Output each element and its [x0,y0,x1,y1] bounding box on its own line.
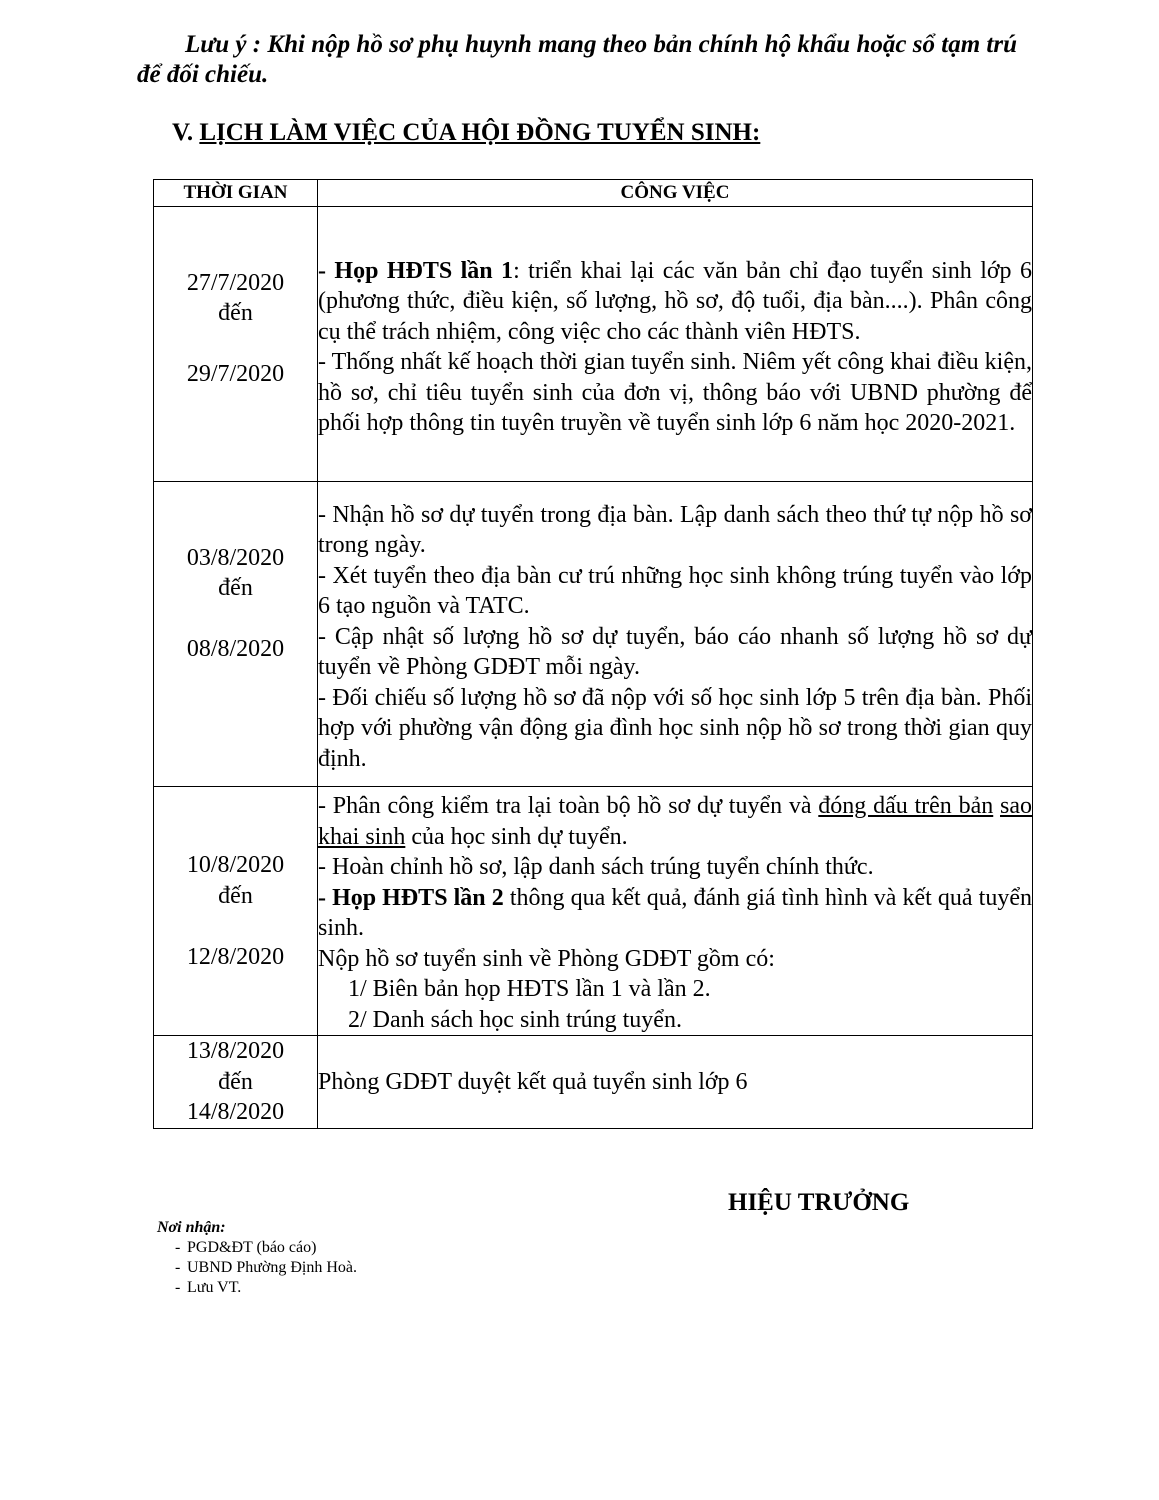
date-to-word: đến [218,882,253,909]
recipients-block [157,1218,357,1298]
table-row [154,1036,1033,1129]
date-to-word: đến [218,575,253,601]
signature-title: HIỆU TRƯỞNG [728,1189,910,1216]
time-cell [154,207,318,482]
date-from: 10/8/2020 [186,852,285,878]
work-cell [318,482,1033,787]
work-paragraph: - Họp HĐTS lần 1: triển khai lại các văn bản chỉ đạo tuyển sinh lớp 6 (phương thức, điều kiện, số lượng, hồ sơ, độ tuổi, địa bàn....). Phân công cụ thể trách nhiệm, công việc cho các thành viên HĐTS. [318,257,1032,345]
work-cell [318,1036,1033,1129]
work-cell [318,207,1033,482]
schedule-table [153,179,1033,1129]
work-paragraph: - Xét tuyển theo địa bàn cư trú những học sinh không trúng tuyển vào lớp 6 tạo nguồn và TATC. [318,562,1032,620]
work-paragraph: Phòng GDĐT duyệt kết quả tuyển sinh lớp 6 [318,1068,748,1095]
header-work: CÔNG VIỆC [318,180,1033,207]
work-paragraph: - Cập nhật số lượng hồ sơ dự tuyển, báo cáo nhanh số lượng hồ sơ dự tuyển về Phòng GDĐT mỗi ngày. [318,623,1032,681]
date-to-word: đến [218,300,253,327]
note-paragraph [137,30,1017,90]
date-to: 29/7/2020 [186,361,285,388]
date-to: 14/8/2020 [186,1099,285,1125]
work-paragraph: - Thống nhất kế hoạch thời gian tuyển sinh. Niêm yết công khai điều kiện, hồ sơ, chỉ tiêu tuyển sinh của đơn vị, thông báo với UBND phường để phối hợp thông tin tuyên truyền về tuyển sinh lớp 6 năm học 2020-2021. [318,349,1032,436]
note-text: Lưu ý : Khi nộp hồ sơ phụ huynh mang theo bản chính hộ khẩu hoặc sổ tạm trú để đối chiếu. [137,31,1017,88]
date-from: 03/8/2020 [186,544,285,571]
list-item: - UBND Phường Định Hoà. [175,1258,357,1278]
list-item: - PGD&ĐT (báo cáo) [175,1238,357,1258]
date-to: 12/8/2020 [186,943,285,970]
work-cell [318,787,1033,1036]
recipients-title: Nơi nhận: [157,1219,226,1236]
date-to: 08/8/2020 [186,636,285,662]
work-subitem: 2/ Danh sách học sinh trúng tuyển. [348,1006,682,1033]
work-paragraph: - Đối chiếu số lượng hồ sơ đã nộp với số học sinh lớp 5 trên địa bàn. Phối hợp với phường vận động gia đình học sinh nộp hồ sơ trong thời gian quy định. [318,684,1032,772]
section-heading [172,118,760,148]
work-subitem: 1/ Biên bản họp HĐTS lần 1 và lần 2. [348,976,711,1002]
work-paragraph: - Hoàn chỉnh hồ sơ, lập danh sách trúng tuyển chính thức. [318,854,874,880]
section-title: LỊCH LÀM VIỆC CỦA HỘI ĐỒNG TUYỂN SINH: [199,119,761,146]
work-paragraph: - Phân công kiểm tra lại toàn bộ hồ sơ dự tuyển và đóng dấu trên bản sao khai sinh của học sinh dự tuyển. [318,793,1033,850]
work-paragraph: Nộp hồ sơ tuyển sinh về Phòng GDĐT gồm có: [318,945,775,972]
time-cell [154,482,318,787]
table-header-row [154,180,1033,207]
work-paragraph: - Họp HĐTS lần 2 thông qua kết quả, đánh giá tình hình và kết quả tuyển sinh. [318,884,1032,941]
section-number: V. [172,119,194,146]
recipients-list [157,1238,357,1298]
date-from: 13/8/2020 [186,1038,285,1064]
date-from: 27/7/2020 [186,269,285,296]
work-paragraph: - Nhận hồ sơ dự tuyển trong địa bàn. Lập danh sách theo thứ tự nộp hồ sơ trong ngày. [318,501,1032,559]
list-item: - Lưu VT. [175,1278,357,1298]
date-to-word: đến [218,1068,253,1095]
header-time: THỜI GIAN [154,180,318,207]
time-cell [154,1036,318,1129]
time-cell [154,787,318,1036]
table-row [154,207,1033,482]
table-row [154,787,1033,1036]
table-row [154,482,1033,787]
